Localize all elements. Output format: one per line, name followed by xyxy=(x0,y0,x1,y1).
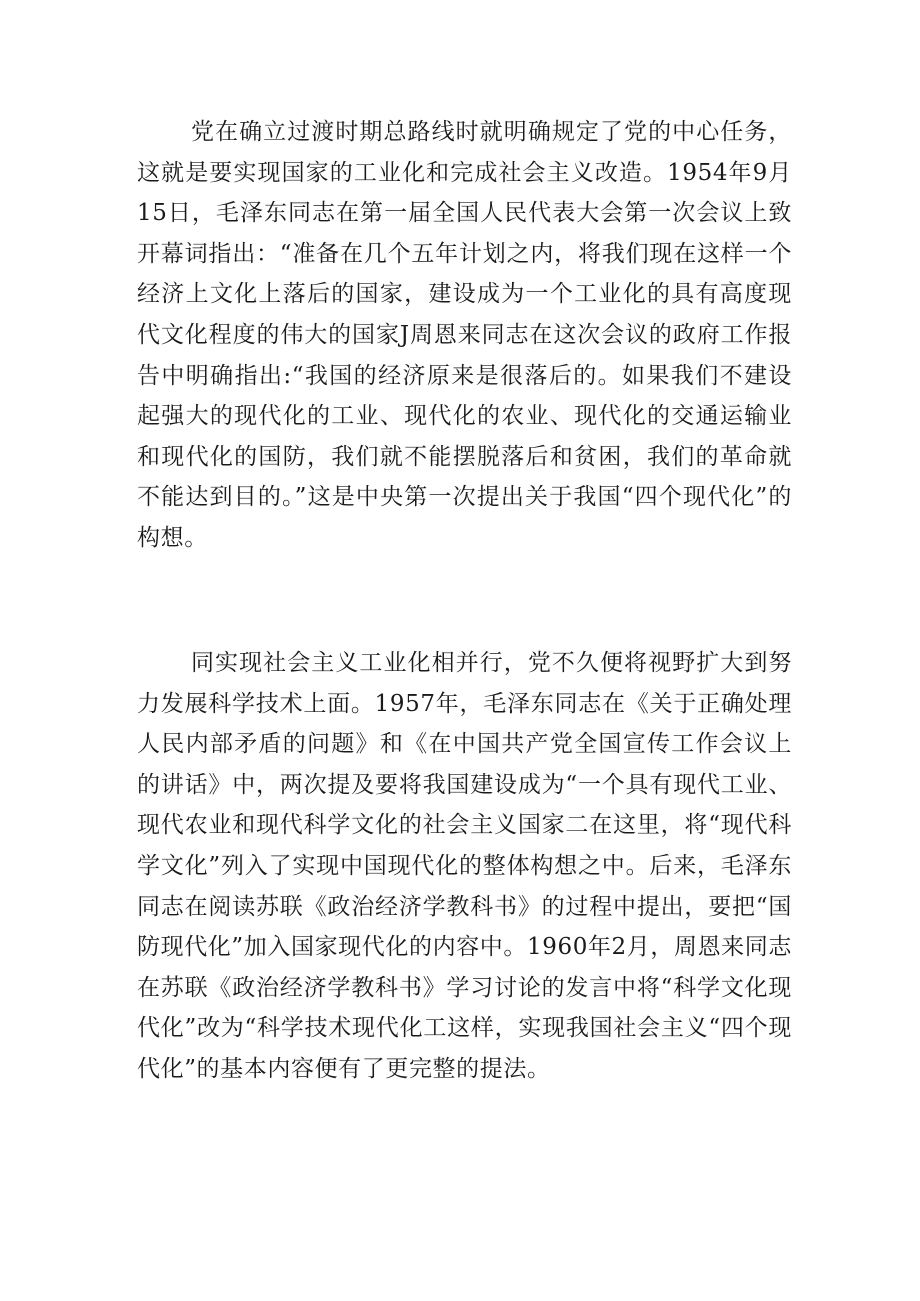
paragraph-four-modernizations-origin: 党在确立过渡时期总路线时就明确规定了党的中心任务，这就是要实现国家的工业化和完成社会主义改造。1954年9月15日，毛泽东同志在第一届全国人民代表大会第一次会议上致开幕词指出：“准备在几个五年计划之内，将我们现在这样一个经济上文化上落后的国家，建设成为一个工业化的具有高度现代文化程度的伟大的国家J周恩来同志在这次会议的政府工作报告中明确指出:“我国的经济原来是很落后的。如果我们不建设起强大的现代化的工业、现代化的农业、现代化的交通运输业和现代化的国防，我们就不能摆脱落后和贫困，我们的革命就不能达到目的。”这是中央第一次提出关于我国“四个现代化”的构想。 xyxy=(137,119,792,551)
paragraph-science-technology-modernization: 同实现社会主义工业化相并行，党不久便将视野扩大到努力发展科学技术上面。1957年，毛泽东同志在《关于正确处理人民内部矛盾的问题》和《在中国共产党全国宣传工作会议上的讲话》中，两次提及要将我国建设成为“一个具有现代工业、现代农业和现代科学文化的社会主义国家二在这里，将“现代科学文化”列入了实现中国现代化的整体构想之中。后来，毛泽东同志在阅读苏联《政治经济学教科书》的过程中提出，要把“国防现代化”加入国家现代化的内容中。1960年2月，周恩来同志在苏联《政治经济学教科书》学习讨论的发言中将“科学文化现代化”改为“科学技术现代化工这样，实现我国社会主义“四个现代化”的基本内容便有了更完整的提法。 xyxy=(137,650,792,1082)
